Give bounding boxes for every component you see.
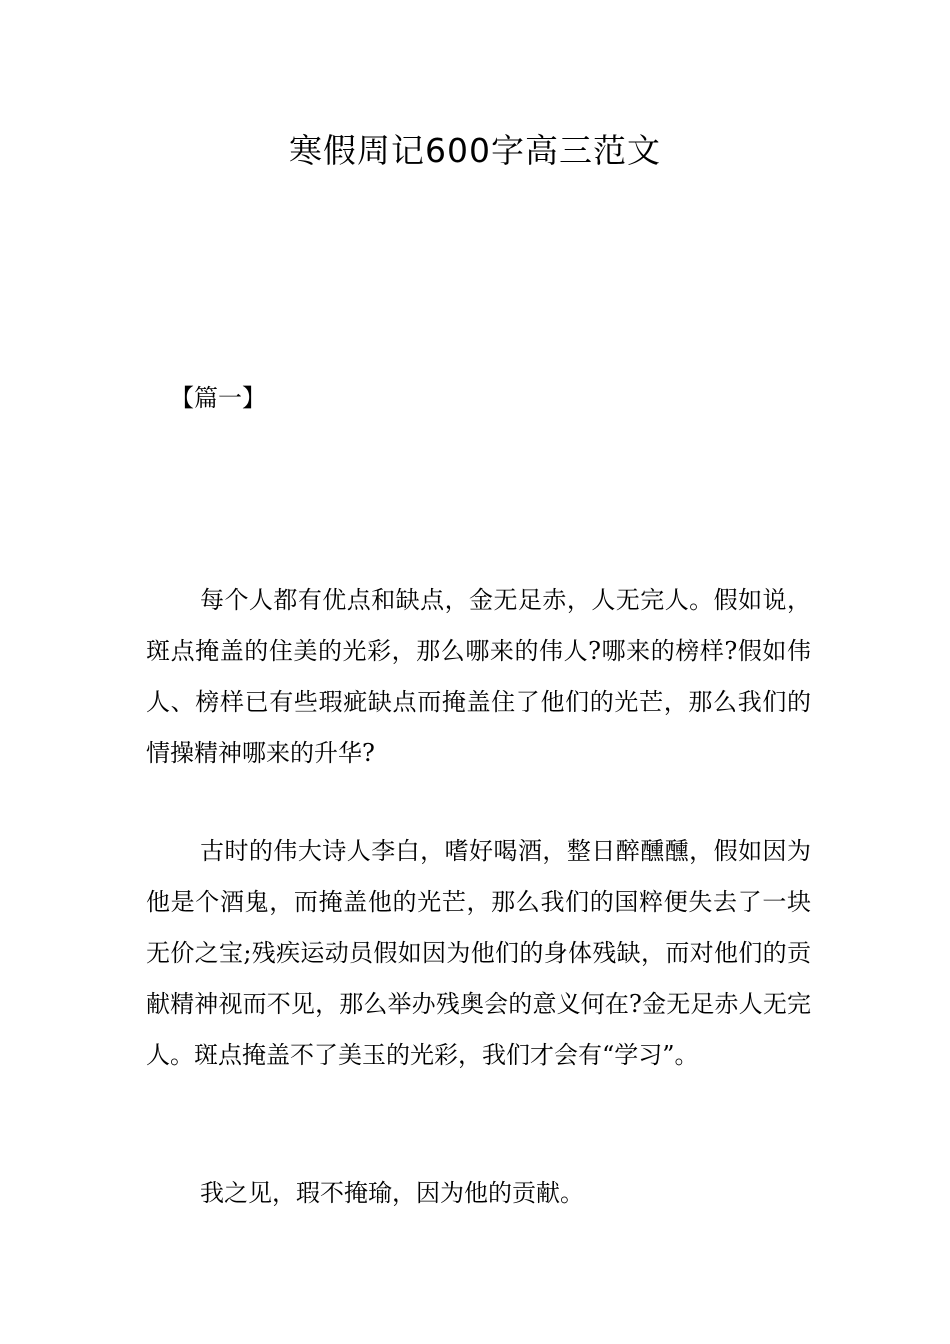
paragraph-2: 古时的伟大诗人李白，嗜好喝酒，整日醉醺醺，假如因为他是个酒鬼，而掩盖他的光芒，那么我们的国粹便失去了一块无价之宝;残疾运动员假如因为他们的身体残缺，而对他们的贡献精神视而不见，那么举办残奥会的意义何在?金无足赤人无完人。斑点掩盖不了美玉的光彩，我们才会有“学习”。 [146, 837, 811, 1069]
page-title: 寒假周记600字高三范文 [289, 131, 661, 170]
paragraph-1: 每个人都有优点和缺点，金无足赤，人无完人。假如说，斑点掩盖的住美的光彩，那么哪来的伟人?哪来的榜样?假如伟人、榜样已有些瑕疵缺点而掩盖住了他们的光芒，那么我们的情操精神哪来的升华? [146, 586, 811, 767]
paragraph-3: 我之见，瑕不掩瑜，因为他的贡献。 [200, 1179, 584, 1207]
section-heading: 【篇一】 [170, 384, 266, 412]
